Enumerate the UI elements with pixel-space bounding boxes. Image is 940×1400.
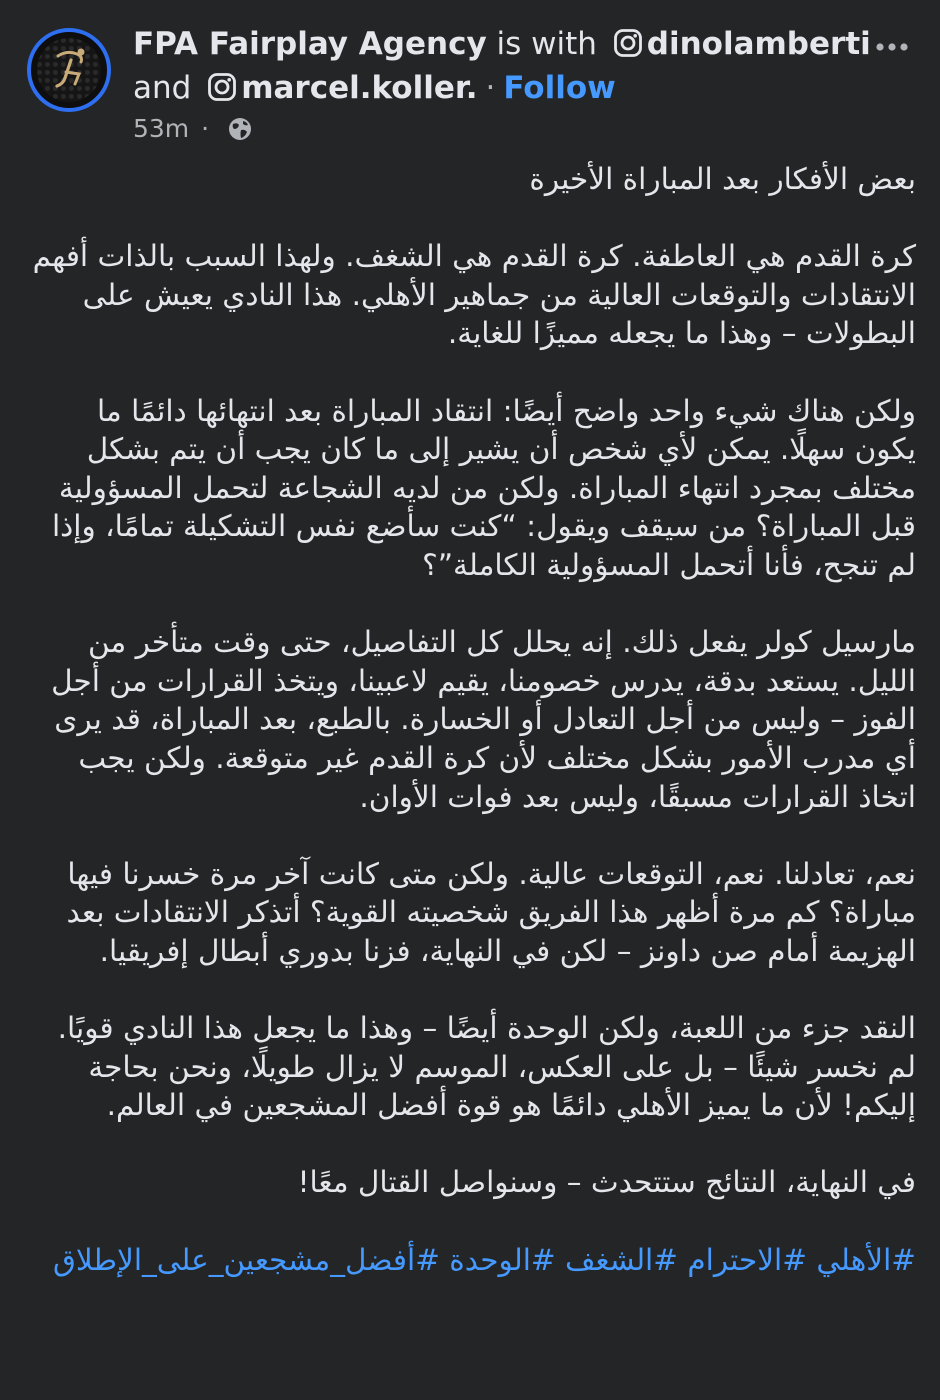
instagram-icon (207, 72, 237, 102)
post-paragraph: نعم، تعادلنا. نعم، التوقعات عالية. ولكن متى كانت آخر مرة خسرنا فيها مباراة؟ كم مرة أظهر هذا الفريق شخصيته القوية؟ أتذكر الانتقادات بعد الهزيمة أمام صن داونز – لكن في النهاية، فزنا بدوري أبطال إفريقيا. (66, 856, 916, 968)
post-paragraph: مارسيل كولر يفعل ذلك. إنه يحلل كل التفاصيل، حتى وقت متأخر من الليل. يستعد بدقة، يدرس خصومنا، يقيم لاعبينا، ويتخذ القرارات من أجل الفوز – وليس من أجل التعادل أو الخسارة. بالطبع، بعد المباراة، قد يرى أي مدرب الأمور بشكل مختلف لأن كرة القدم غير متوقعة. ولكن يجب اتخاذ القرارات مسبقًا، وليس بعد فوات الأوان. (51, 625, 916, 814)
post-paragraph: في النهاية، النتائج ستتحدث – وسنواصل القتال معًا! (297, 1165, 916, 1200)
post-header (0, 0, 940, 160)
post-timestamp[interactable]: 53m (133, 114, 190, 143)
follow-button[interactable]: Follow (503, 70, 616, 106)
with-text: is with (496, 26, 597, 62)
fpa-logo-icon (31, 32, 107, 108)
post-paragraph: ولكن هناك شيء واحد واضح أيضًا: انتقاد المباراة بعد انتهائها دائمًا ما يكون سهلًا. يمكن لأي شخص أن يشير إلى ما كان يجب أن يتم بشكل مختلف بمجرد انتهاء المباراة. ولكن من لديه الشجاعة لتحمل المسؤولية قبل المباراة؟ من سيقف ويقول: “كنت سأضع نفس التشكيلة تمامًا، وإذا لم تنجح، فأنا أتحمل المسؤولية الكاملة”؟ (51, 393, 916, 582)
post-paragraph: كرة القدم هي العاطفة. كرة القدم هي الشغف. ولهذا السبب بالذات أفهم الانتقادات والتوقعات العالية من جماهير الأهلي. هذا النادي يعيش على البطولات – وهذا ما يجعله مميزًا للغاية. (32, 239, 916, 351)
page-name-link[interactable]: FPA Fairplay Agency (133, 26, 487, 62)
post-paragraph: النقد جزء من اللعبة، ولكن الوحدة أيضًا – وهذا ما يجعل هذا النادي قويًا. لم نخسر شيئًا – بل على العكس، الموسم لا يزال طويلًا، ونحن بحاجة إليكم! لأن ما يميز الأهلي دائمًا هو قوة أفضل المشجعين في العالم. (57, 1011, 916, 1123)
and-text: and (133, 70, 192, 106)
globe-icon (227, 116, 253, 142)
post-meta (133, 113, 253, 145)
page-avatar[interactable] (27, 28, 111, 112)
header-line-1 (133, 22, 873, 66)
post-heading: بعض الأفكار بعد المباراة الأخيرة (529, 162, 916, 196)
post-body (28, 160, 916, 1279)
meta-dot: · (201, 114, 210, 143)
more-options-icon[interactable] (872, 32, 912, 62)
instagram-icon (613, 28, 643, 58)
header-line-2 (133, 66, 873, 110)
tagged-user-1-link[interactable]: dinolamberti (646, 26, 871, 62)
hashtags[interactable]: #الأهلي #الاحترام #الشغف #الوحدة #أفضل_مشجعين_على_الإطلاق (53, 1242, 916, 1277)
tagged-user-2-link[interactable]: marcel.koller. (241, 70, 478, 106)
separator-dot: · (485, 70, 496, 106)
